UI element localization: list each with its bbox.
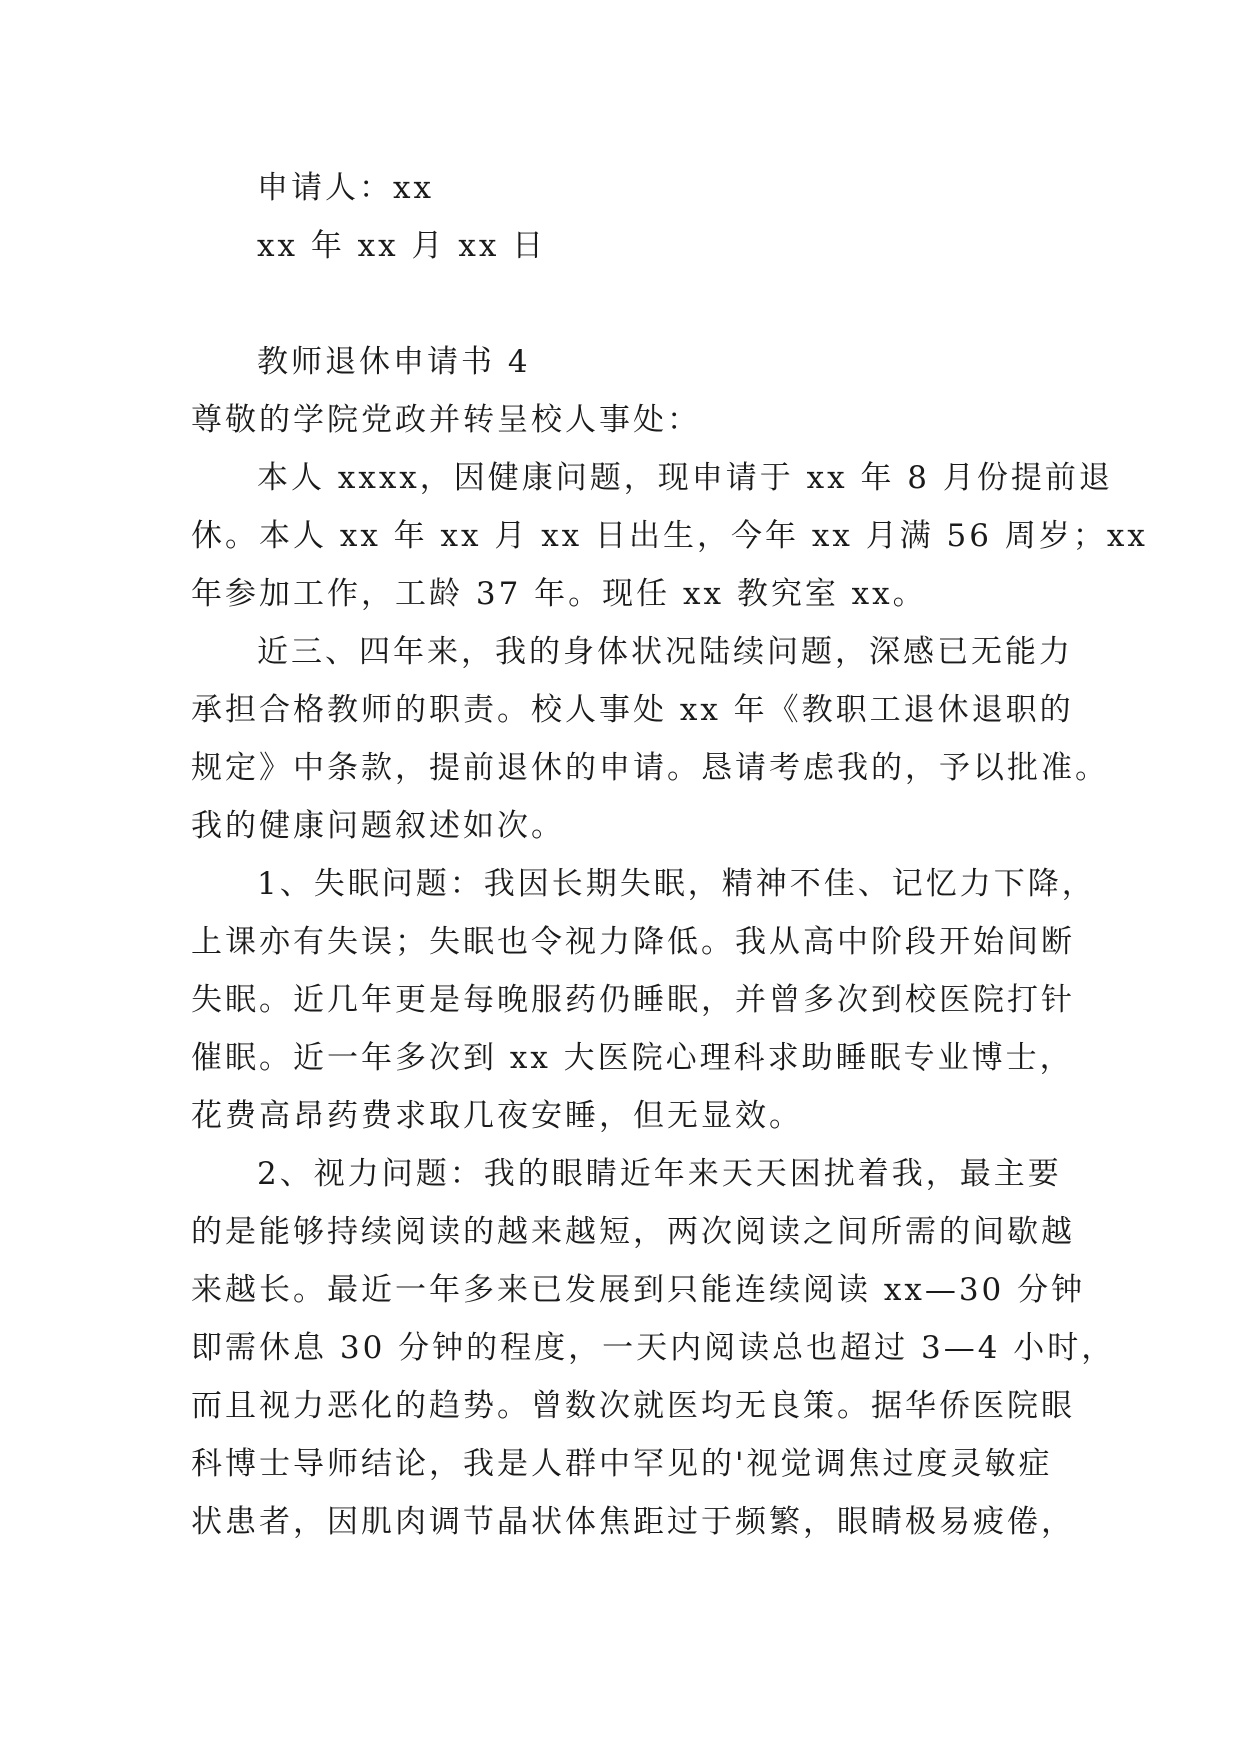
text-line: 2、视力问题：我的眼睛近年来天天困扰着我，最主要: [257, 1156, 1062, 1192]
text-line: 即需休息 30 分钟的程度，一天内阅读总也超过 3—4 小时，: [191, 1330, 1116, 1366]
text-line: 而且视力恶化的趋势。曾数次就医均无良策。据华侨医院眼: [191, 1388, 1075, 1424]
text-line: 规定》中条款，提前退休的申请。恳请考虑我的，予以批准。: [191, 750, 1109, 786]
text-line: 状患者，因肌肉调节晶状体焦距过于频繁，眼睛极易疲倦，: [191, 1504, 1075, 1540]
text-line: 1、失眠问题：我因长期失眠，精神不佳、记忆力下降，: [257, 866, 1096, 902]
text-line: 我的健康问题叙述如次。: [191, 808, 565, 844]
text-line: 承担合格教师的职责。校人事处 xx 年《教职工退休退职的: [191, 692, 1074, 728]
text-line: 失眠。近几年更是每晚服药仍睡眠，并曾多次到校医院打针: [191, 982, 1075, 1018]
text-line: 来越长。最近一年多来已发展到只能连续阅读 xx—30 分钟: [191, 1272, 1086, 1308]
text-line: 年参加工作，工龄 37 年。现任 xx 教究室 xx。: [191, 576, 927, 612]
applicant-line: 申请人：xx: [257, 170, 434, 206]
letter-title: 教师退休申请书 4: [257, 344, 531, 380]
date-line: xx 年 xx 月 xx 日: [257, 228, 547, 264]
text-line: 本人 xxxx，因健康问题，现申请于 xx 年 8 月份提前退: [257, 460, 1113, 496]
text-line: 近三、四年来，我的身体状况陆续问题，深感已无能力: [257, 634, 1073, 670]
text-line: 的是能够持续阅读的越来越短，两次阅读之间所需的间歇越: [191, 1214, 1075, 1250]
text-line: 花费高昂药费求取几夜安睡，但无显效。: [191, 1098, 803, 1134]
text-line: 科博士导师结论，我是人群中罕见的'视觉调焦过度灵敏症: [191, 1446, 1053, 1482]
text-line: 休。本人 xx 年 xx 月 xx 日出生，今年 xx 月满 56 周岁；xx: [191, 518, 1148, 554]
text-line: 上课亦有失误；失眠也令视力降低。我从高中阶段开始间断: [191, 924, 1075, 960]
text-line: 催眠。近一年多次到 xx 大医院心理科求助睡眠专业博士，: [191, 1040, 1074, 1076]
salutation: 尊敬的学院党政并转呈校人事处：: [191, 402, 701, 438]
